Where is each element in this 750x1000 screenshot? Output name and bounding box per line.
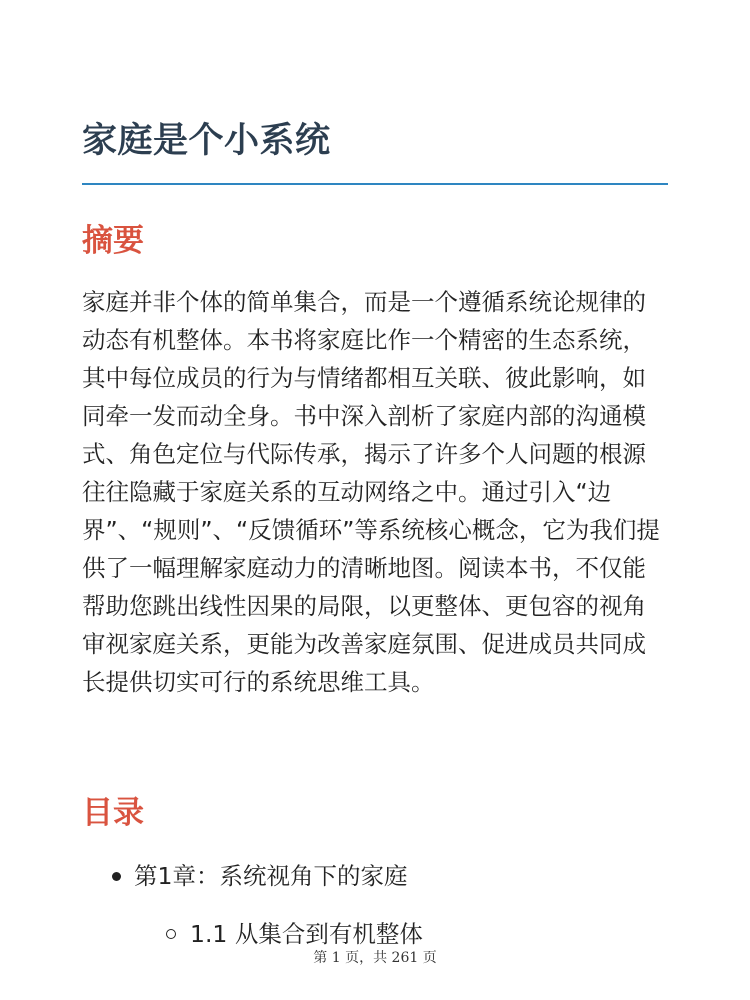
abstract-heading: 摘要 (82, 223, 144, 259)
abstract-body: 家庭并非个体的简单集合，而是一个遵循系统论规律的动态有机整体。本书将家庭比作一个精密的生态系统，其中每位成员的行为与情绪都相互关联、彼此影响，如同牵一发而动全身。书中深入剖析了家庭内部的沟通模式、角色定位与代际传承，揭示了许多个人问题的根源往往隐藏于家庭关系的互动网络之中。通过引入“边界”、“规则”、“反馈循环”等系统核心概念，它为我们提供了一幅理解家庭动力的清晰地图。阅读本书，不仅能帮助您跳出线性因果的局限，以更整体、更包容的视角审视家庭关系，更能为改善家庭氛围、促进成员共同成长提供切实可行的系统思维工具。 (82, 288, 660, 696)
toc-heading: 目录 (82, 795, 144, 831)
toc-item-chapter-1[interactable] (134, 857, 407, 895)
toc-item-label: 第1章：系统视角下的家庭 (134, 862, 408, 890)
toc-item-label: 1.1 从集合到有机整体 (190, 920, 423, 948)
document-title: 家庭是个小系统 (82, 121, 331, 161)
page-footer: 第 1 页，共 261 页 (313, 950, 437, 966)
bullet-disc-icon (112, 872, 121, 881)
bullet-circle-icon (166, 929, 176, 939)
title-divider (82, 183, 668, 185)
